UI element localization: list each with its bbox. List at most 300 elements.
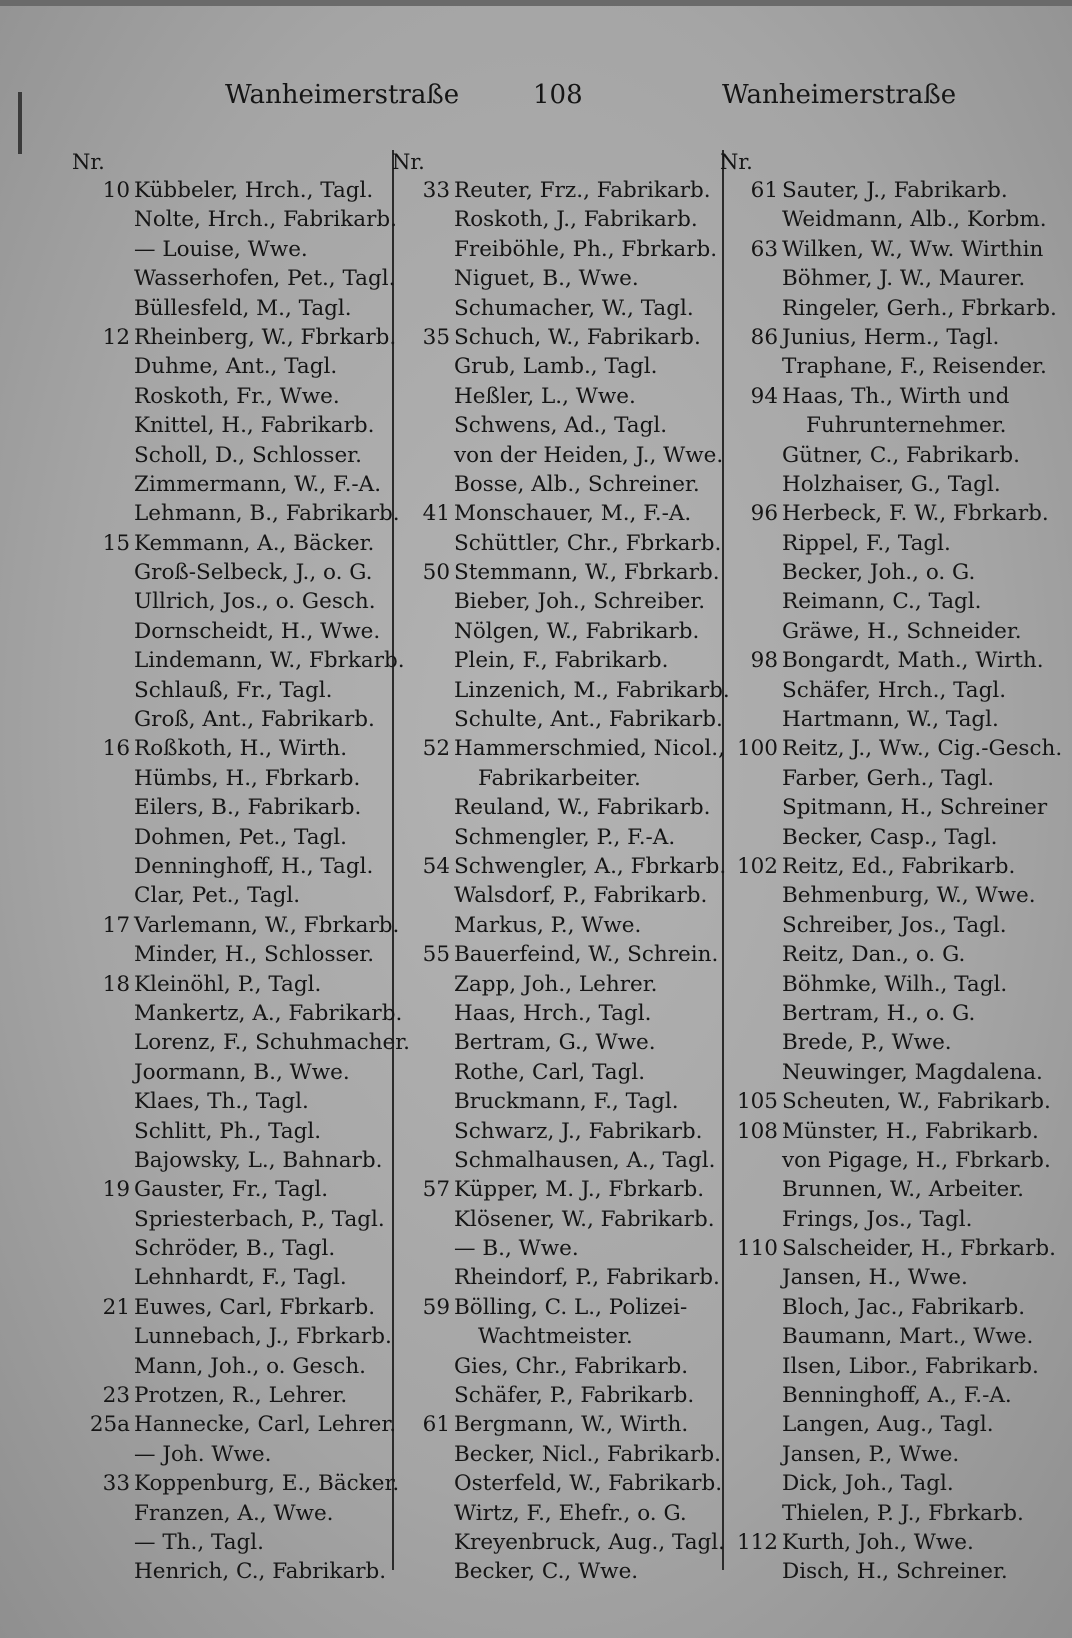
directory-entry (392, 352, 720, 381)
house-number: 59 (422, 1294, 450, 1320)
resident-entry: von der Heiden, J., Wwe. (454, 442, 724, 468)
column-heading: Nr. (392, 150, 425, 174)
resident-entry: Roskoth, Fr., Wwe. (134, 383, 340, 409)
house-number: 23 (102, 1383, 130, 1409)
resident-entry: Wasserhofen, Pet., Tagl. (134, 266, 396, 292)
resident-entry: Kreyenbruck, Aug., Tagl. (454, 1529, 726, 1555)
resident-entry: Denninghoff, H., Tagl. (134, 853, 374, 879)
directory-entry (72, 1205, 390, 1234)
resident-entry: Küpper, M. J., Fbrkarb. (454, 1177, 705, 1203)
directory-entry (72, 734, 390, 763)
resident-entry: Rheindorf, P., Fabrikarb. (454, 1265, 720, 1291)
resident-entry: Lehmann, B., Fabrikarb. (134, 501, 400, 527)
resident-entry: Gräwe, H., Schneider. (782, 618, 1022, 644)
directory-entry (72, 1499, 390, 1528)
directory-entry (72, 294, 390, 323)
directory-entry (720, 1469, 1060, 1498)
directory-entry (72, 1381, 390, 1410)
directory-entry (72, 1175, 390, 1204)
directory-entry (72, 852, 390, 881)
directory-entry (392, 1440, 720, 1469)
directory-entry (72, 205, 397, 234)
directory-entry (72, 1028, 411, 1057)
directory-entry (720, 911, 1060, 940)
directory-entry (720, 1146, 1060, 1175)
directory-entry (72, 352, 390, 381)
directory-entry (720, 1205, 1060, 1234)
resident-entry: Schwens, Ad., Tagl. (454, 413, 668, 439)
directory-entry (72, 881, 390, 910)
house-number: 112 (736, 1529, 778, 1555)
directory-entry (72, 1293, 390, 1322)
resident-entry: — B., Wwe. (454, 1236, 579, 1262)
directory-entry (72, 1058, 390, 1087)
directory-entry (392, 764, 720, 793)
directory-entry (720, 1410, 1060, 1439)
directory-entry (392, 823, 720, 852)
directory-entry (72, 1087, 390, 1116)
house-number: 33 (422, 178, 450, 203)
resident-entry: Niguet, B., Wwe. (454, 266, 639, 292)
directory-entry (392, 734, 725, 763)
resident-entry: Roßkoth, H., Wirth. (134, 736, 348, 762)
resident-entry: Stemmann, W., Fbrkarb. (454, 560, 720, 586)
column-2 (392, 148, 730, 1587)
directory-entry (72, 264, 396, 293)
house-number: 35 (422, 324, 450, 350)
directory-entry (72, 705, 390, 734)
resident-entry: Bölling, C. L., Polizei- (454, 1294, 688, 1320)
directory-entry (720, 940, 1060, 969)
directory-entry (392, 881, 720, 910)
directory-entry (720, 587, 1060, 616)
resident-entry: Protzen, R., Lehrer. (134, 1383, 348, 1409)
resident-entry: Hammerschmied, Nicol., (454, 736, 725, 762)
resident-entry: Schreiber, Jos., Tagl. (782, 912, 1007, 938)
directory-entry (392, 1175, 720, 1204)
column-3 (720, 148, 1063, 1587)
directory-entry (392, 1117, 720, 1146)
directory-entry (720, 705, 1060, 734)
house-number: 86 (750, 324, 778, 350)
resident-entry: Wachtmeister. (478, 1324, 633, 1350)
directory-entry (392, 1499, 720, 1528)
directory-entry (392, 617, 720, 646)
column-heading: Nr. (72, 150, 105, 174)
directory-entry (392, 499, 720, 528)
resident-entry: Disch, H., Schreiner. (782, 1559, 1008, 1585)
resident-entry: Klaes, Th., Tagl. (134, 1089, 309, 1115)
resident-entry: Becker, C., Wwe. (454, 1559, 639, 1585)
resident-entry: Böhmer, J. W., Maurer. (782, 266, 1026, 292)
directory-entry (392, 558, 720, 587)
directory-entry (720, 205, 1060, 234)
resident-entry: — Th., Tagl. (134, 1529, 264, 1555)
resident-entry: Roskoth, J., Fabrikarb. (454, 207, 698, 233)
directory-entry (392, 646, 720, 675)
directory-entry (720, 1352, 1060, 1381)
directory-entry (392, 1028, 720, 1057)
directory-entry (392, 529, 720, 558)
resident-entry: Münster, H., Fabrikarb. (782, 1118, 1039, 1144)
resident-entry: Jansen, H., Wwe. (782, 1265, 968, 1291)
resident-entry: Lunnebach, J., Fbrkarb. (134, 1324, 392, 1350)
directory-entry (720, 881, 1060, 910)
directory-entry (720, 382, 1060, 411)
resident-entry: Heßler, L., Wwe. (454, 383, 636, 409)
resident-entry: Reuter, Frz., Fabrikarb. (454, 178, 711, 203)
directory-entry (72, 235, 390, 264)
resident-entry: Büllesfeld, M., Tagl. (134, 295, 352, 321)
resident-entry: Bertram, H., o. G. (782, 1000, 976, 1026)
resident-entry: Koppenburg, E., Bäcker. (134, 1471, 400, 1497)
resident-entry: Schwengler, A., Fbrkarb. (454, 853, 727, 879)
directory-entry (392, 1058, 720, 1087)
directory-entry (720, 970, 1060, 999)
column-1 (72, 148, 411, 1587)
directory-entry (720, 617, 1060, 646)
house-number: 15 (102, 530, 130, 556)
page-top-edge (0, 0, 1072, 6)
resident-entry: Markus, P., Wwe. (454, 912, 642, 938)
resident-entry: Knittel, H., Fabrikarb. (134, 413, 375, 439)
house-number: 108 (736, 1118, 778, 1144)
house-number: 110 (736, 1236, 778, 1262)
resident-entry: Schmengler, P., F.-A. (454, 824, 676, 850)
resident-entry: Zimmermann, W., F.-A. (134, 471, 382, 497)
resident-entry: Kleinöhl, P., Tagl. (134, 971, 322, 997)
directory-entry (72, 1352, 390, 1381)
resident-entry: Rothe, Carl, Tagl. (454, 1059, 646, 1085)
resident-entry: Brede, P., Wwe. (782, 1030, 952, 1056)
directory-entry (720, 441, 1060, 470)
resident-entry: Nölgen, W., Fabrikarb. (454, 618, 700, 644)
resident-entry: Haas, Th., Wirth und (782, 383, 1010, 409)
resident-entry: Gütner, C., Fabrikarb. (782, 442, 1020, 468)
resident-entry: Fuhrunternehmer. (806, 413, 1007, 439)
resident-entry: Spitmann, H., Schreiner (782, 795, 1048, 821)
directory-entry (720, 499, 1060, 528)
directory-entry (392, 1234, 720, 1263)
directory-entry (72, 999, 403, 1028)
resident-entry: Schäfer, Hrch., Tagl. (782, 677, 1007, 703)
directory-entry (720, 176, 1060, 205)
resident-entry: Neuwinger, Magdalena. (782, 1059, 1043, 1085)
resident-entry: Grub, Lamb., Tagl. (454, 354, 658, 380)
house-number: 55 (422, 942, 450, 968)
directory-entry (720, 1058, 1060, 1087)
directory-entry (72, 411, 390, 440)
resident-entry: Nolte, Hrch., Fabrikarb. (134, 207, 397, 233)
resident-entry: Spriesterbach, P., Tagl. (134, 1206, 385, 1232)
directory-entry (72, 764, 390, 793)
directory-entry (392, 852, 727, 881)
directory-entry (392, 1146, 720, 1175)
house-number: 57 (422, 1177, 450, 1203)
directory-entry (392, 205, 720, 234)
resident-entry: Schumacher, W., Tagl. (454, 295, 694, 321)
directory-entry (72, 558, 390, 587)
resident-entry: Eilers, B., Fabrikarb. (134, 795, 362, 821)
directory-entry (720, 1499, 1060, 1528)
directory-entry (72, 1410, 397, 1439)
directory-entry (720, 323, 1060, 352)
directory-entry (720, 264, 1060, 293)
resident-entry: Groß-Selbeck, J., o. G. (134, 560, 373, 586)
directory-entry (72, 793, 390, 822)
house-number: 25a (89, 1412, 130, 1438)
directory-entry (720, 1028, 1060, 1057)
resident-entry: Wilken, W., Ww. Wirthin (782, 236, 1044, 262)
directory-entry (720, 823, 1060, 852)
resident-entry: Benninghoff, A., F.-A. (782, 1383, 1012, 1409)
directory-entry (392, 470, 720, 499)
resident-entry: Ullrich, Jos., o. Gesch. (134, 589, 376, 615)
directory-entry (72, 1263, 390, 1292)
resident-entry: Becker, Casp., Tagl. (782, 824, 998, 850)
resident-entry: Schlitt, Ph., Tagl. (134, 1118, 322, 1144)
resident-entry: Gauster, Fr., Tagl. (134, 1177, 329, 1203)
directory-entry (720, 1293, 1060, 1322)
resident-entry: Hannecke, Carl, Lehrer. (134, 1412, 397, 1438)
resident-entry: Salscheider, H., Fbrkarb. (782, 1236, 1056, 1262)
directory-entry (72, 940, 390, 969)
resident-entry: Zapp, Joh., Lehrer. (454, 971, 658, 997)
directory-entry (392, 1263, 720, 1292)
resident-entry: Euwes, Carl, Fbrkarb. (134, 1294, 376, 1320)
directory-entry (392, 1528, 726, 1557)
resident-entry: Rheinberg, W., Fbrkarb. (134, 324, 397, 350)
directory-entry (392, 411, 720, 440)
resident-entry: Holzhaiser, G., Tagl. (782, 471, 1001, 497)
resident-entry: Schüttler, Chr., Fbrkarb. (454, 530, 722, 556)
resident-entry: Dick, Joh., Tagl. (782, 1471, 954, 1497)
directory-entry (72, 1146, 390, 1175)
house-number: 54 (422, 853, 450, 879)
house-number: 98 (750, 648, 778, 674)
house-number: 10 (102, 178, 130, 203)
directory-entry (392, 1205, 720, 1234)
directory-entry (72, 441, 390, 470)
resident-entry: Ilsen, Libor., Fabrikarb. (782, 1353, 1039, 1379)
resident-entry: Bloch, Jac., Fabrikarb. (782, 1294, 1026, 1320)
resident-entry: Joormann, B., Wwe. (134, 1059, 350, 1085)
directory-entry (392, 970, 720, 999)
directory-entry (720, 1440, 1060, 1469)
resident-entry: Behmenburg, W., Wwe. (782, 883, 1036, 909)
directory-entry (72, 911, 400, 940)
directory-entry (72, 970, 390, 999)
resident-entry: Bajowsky, L., Bahnarb. (134, 1147, 383, 1173)
directory-entry (392, 1322, 720, 1351)
resident-entry: Brunnen, W., Arbeiter. (782, 1177, 1024, 1203)
directory-entry (72, 1528, 390, 1557)
house-number: 17 (102, 912, 130, 938)
directory-entry (720, 294, 1060, 323)
directory-entry (392, 1293, 720, 1322)
resident-entry: Frings, Jos., Tagl. (782, 1206, 973, 1232)
directory-entry (72, 1440, 390, 1469)
house-number: 61 (750, 178, 778, 203)
resident-entry: Fabrikarbeiter. (478, 765, 641, 791)
house-number: 105 (736, 1089, 778, 1115)
resident-entry: Osterfeld, W., Fabrikarb. (454, 1471, 723, 1497)
resident-entry: Minder, H., Schlosser. (134, 942, 375, 968)
directory-entry (720, 529, 1060, 558)
resident-entry: Monschauer, M., F.-A. (454, 501, 692, 527)
resident-entry: Bergmann, W., Wirth. (454, 1412, 689, 1438)
resident-entry: Clar, Pet., Tagl. (134, 883, 301, 909)
resident-entry: Schwarz, J., Fabrikarb. (454, 1118, 703, 1144)
resident-entry: Scholl, D., Schlosser. (134, 442, 362, 468)
resident-entry: Baumann, Mart., Wwe. (782, 1324, 1034, 1350)
resident-entry: Reuland, W., Fabrikarb. (454, 795, 711, 821)
directory-entry (392, 294, 720, 323)
house-number: 18 (102, 971, 130, 997)
directory-entry (72, 323, 397, 352)
resident-entry: Bruckmann, F., Tagl. (454, 1089, 679, 1115)
directory-entry (392, 793, 720, 822)
house-number: 96 (750, 501, 778, 527)
directory-entry (392, 999, 720, 1028)
directory-entry (72, 499, 400, 528)
column-heading: Nr. (720, 150, 753, 174)
resident-entry: — Louise, Wwe. (134, 236, 308, 262)
resident-entry: Hümbs, H., Fbrkarb. (134, 765, 361, 791)
directory-entry (392, 441, 724, 470)
directory-entry (720, 235, 1060, 264)
resident-entry: Jansen, P., Wwe. (782, 1441, 960, 1467)
resident-entry: Reitz, Dan., o. G. (782, 942, 966, 968)
resident-entry: Hartmann, W., Tagl. (782, 707, 999, 733)
resident-entry: Haas, Hrch., Tagl. (454, 1000, 652, 1026)
resident-entry: Dohmen, Pet., Tagl. (134, 824, 347, 850)
directory-entry (72, 1469, 400, 1498)
directory-entry (720, 1322, 1060, 1351)
directory-entry (720, 646, 1060, 675)
house-number: 19 (102, 1177, 130, 1203)
resident-entry: Klösener, W., Fabrikarb. (454, 1206, 715, 1232)
directory-entry (720, 764, 1060, 793)
resident-entry: Varlemann, W., Fbrkarb. (134, 912, 400, 938)
resident-entry: Junius, Herm., Tagl. (782, 324, 1000, 350)
directory-entry (720, 1087, 1060, 1116)
directory-entry (392, 1381, 720, 1410)
resident-entry: Sauter, J., Fabrikarb. (782, 178, 1008, 203)
header-left-title: Wanheimerstraße (225, 80, 460, 110)
resident-entry: Herbeck, F. W., Fbrkarb. (782, 501, 1049, 527)
resident-entry: Henrich, C., Fabrikarb. (134, 1559, 387, 1585)
directory-entry (720, 734, 1063, 763)
resident-entry: Freiböhle, Ph., Fbrkarb. (454, 236, 718, 262)
directory-entry (392, 676, 730, 705)
directory-entry (392, 705, 723, 734)
resident-entry: Kübbeler, Hrch., Tagl. (134, 178, 374, 203)
house-number: 33 (102, 1471, 130, 1497)
resident-entry: Schulte, Ant., Fabrikarb. (454, 707, 723, 733)
resident-entry: Schäfer, P., Fabrikarb. (454, 1383, 695, 1409)
directory-entry (72, 529, 390, 558)
resident-entry: Wirtz, F., Ehefr., o. G. (454, 1500, 687, 1526)
directory-entry (72, 176, 390, 205)
house-number: 100 (736, 736, 778, 762)
resident-entry: Böhmke, Wilh., Tagl. (782, 971, 1008, 997)
directory-entry (392, 1352, 720, 1381)
resident-entry: Schlauß, Fr., Tagl. (134, 677, 333, 703)
resident-entry: Lorenz, F., Schuhmacher. (134, 1030, 411, 1056)
header-right-title: Wanheimerstraße (722, 80, 957, 110)
resident-entry: Langen, Aug., Tagl. (782, 1412, 994, 1438)
directory-entry (392, 940, 720, 969)
resident-entry: Farber, Gerh., Tagl. (782, 765, 995, 791)
house-number: 50 (422, 560, 450, 586)
resident-entry: — Joh. Wwe. (134, 1441, 272, 1467)
resident-entry: Groß, Ant., Fabrikarb. (134, 707, 375, 733)
directory-entry (72, 1117, 390, 1146)
directory-entry (392, 323, 720, 352)
directory-entry (392, 235, 720, 264)
resident-entry: Mankertz, A., Fabrikarb. (134, 1000, 403, 1026)
house-number: 12 (102, 324, 130, 350)
directory-entry (720, 1381, 1060, 1410)
house-number: 52 (422, 736, 450, 762)
resident-entry: von Pigage, H., Fbrkarb. (782, 1147, 1051, 1173)
resident-entry: Reitz, J., Ww., Cig.-Gesch. (782, 736, 1063, 762)
resident-entry: Becker, Joh., o. G. (782, 560, 976, 586)
directory-entry (720, 352, 1060, 381)
house-number: 16 (102, 736, 130, 762)
directory-entry (72, 617, 390, 646)
directory-entry (720, 1528, 1060, 1557)
house-number: 61 (422, 1412, 450, 1438)
directory-entry (720, 1557, 1060, 1586)
resident-entry: Schröder, B., Tagl. (134, 1236, 336, 1262)
resident-entry: Kurth, Joh., Wwe. (782, 1529, 974, 1555)
house-number: 94 (750, 383, 778, 409)
directory-entry (720, 1234, 1060, 1263)
resident-entry: Becker, Nicl., Fabrikarb. (454, 1441, 721, 1467)
directory-entry (720, 558, 1060, 587)
directory-entry (72, 470, 390, 499)
resident-entry: Reitz, Ed., Fabrikarb. (782, 853, 1016, 879)
resident-entry: Ringeler, Gerh., Fbrkarb. (782, 295, 1057, 321)
directory-entry (720, 1263, 1060, 1292)
resident-entry: Bieber, Joh., Schreiber. (454, 589, 706, 615)
resident-entry: Kemmann, A., Bäcker. (134, 530, 375, 556)
resident-entry: Franzen, A., Wwe. (134, 1500, 334, 1526)
directory-entry (720, 1117, 1060, 1146)
directory-entry (392, 911, 720, 940)
resident-entry: Thielen, P. J., Fbrkarb. (782, 1500, 1024, 1526)
directory-entry (720, 793, 1060, 822)
resident-entry: Plein, F., Fabrikarb. (454, 648, 669, 674)
resident-entry: Weidmann, Alb., Korbm. (782, 207, 1047, 233)
page-header (0, 78, 1072, 118)
resident-entry: Scheuten, W., Fabrikarb. (782, 1089, 1051, 1115)
house-number: 102 (736, 853, 778, 879)
resident-entry: Linzenich, M., Fabrikarb. (454, 677, 730, 703)
directory-entry (72, 1234, 390, 1263)
resident-entry: Gies, Chr., Fabrikarb. (454, 1353, 689, 1379)
house-number: 21 (102, 1294, 130, 1320)
directory-entry (392, 587, 720, 616)
directory-entry (72, 1557, 390, 1586)
directory-entry (392, 1087, 720, 1116)
resident-entry: Bosse, Alb., Schreiner. (454, 471, 700, 497)
resident-entry: Bauerfeind, W., Schrein. (454, 942, 719, 968)
directory-entry (720, 676, 1060, 705)
resident-entry: Mann, Joh., o. Gesch. (134, 1353, 366, 1379)
